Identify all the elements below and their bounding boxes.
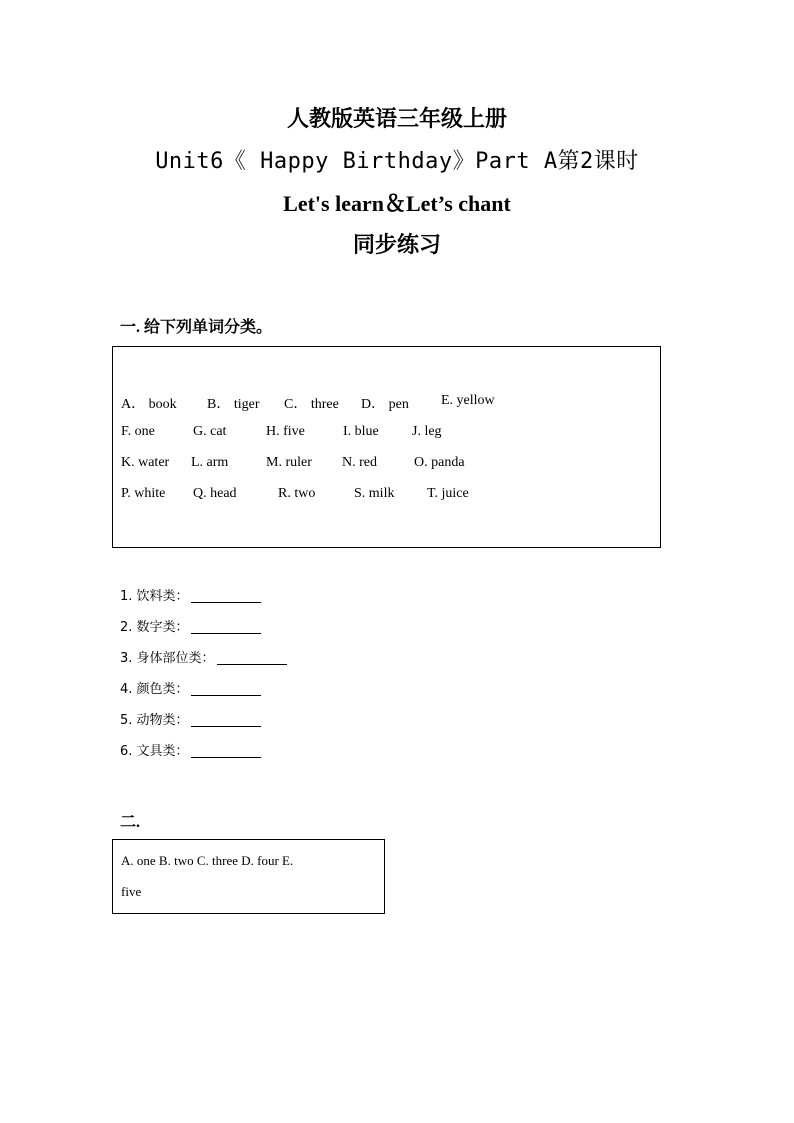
answer-blank[interactable] xyxy=(217,647,287,665)
word-option: R. two xyxy=(278,486,316,501)
word-option: J. leg xyxy=(412,424,442,439)
word-option: E. yellow xyxy=(441,393,495,408)
category-label: 4. 颜色类： xyxy=(120,682,189,697)
title-line-4: 同步练习 xyxy=(352,232,441,257)
category-item xyxy=(120,709,287,740)
answer-blank[interactable] xyxy=(191,616,261,634)
word-option: N. red xyxy=(342,455,377,470)
title-line-2: Unit6《 Happy Birthday》Part A第2课时 xyxy=(155,149,639,174)
word-option: D． pen xyxy=(361,397,409,412)
word-option: O. panda xyxy=(414,455,465,470)
word-option: M. ruler xyxy=(266,455,312,470)
category-label: 2. 数字类： xyxy=(120,620,189,635)
category-item xyxy=(120,647,287,678)
word-option: S. milk xyxy=(354,486,395,501)
word-option: I. blue xyxy=(343,424,379,439)
title-line-1: 人教版英语三年级上册 xyxy=(286,106,507,131)
category-item xyxy=(120,616,287,647)
category-label: 6. 文具类： xyxy=(120,744,189,759)
category-item xyxy=(120,678,287,709)
answer-blank[interactable] xyxy=(191,740,261,758)
word-bank-box xyxy=(112,346,661,548)
word-option: B． tiger xyxy=(207,397,260,412)
number-options-line-2: five xyxy=(121,884,142,899)
word-option: A． book xyxy=(121,397,177,412)
word-option: H. five xyxy=(266,424,305,439)
category-list xyxy=(120,585,287,771)
section-2-heading: 二. xyxy=(120,814,141,831)
category-label: 1. 饮料类： xyxy=(120,589,189,604)
number-word-box xyxy=(112,839,385,914)
category-item xyxy=(120,740,287,771)
word-option: C． three xyxy=(284,397,339,412)
word-option: L. arm xyxy=(191,455,229,470)
word-option: G. cat xyxy=(193,424,227,439)
word-option: P. white xyxy=(121,486,166,501)
section-1-heading: 一. 给下列单词分类。 xyxy=(120,319,273,336)
title-line-3: Let's learn＆Let’s chant xyxy=(283,191,511,216)
answer-blank[interactable] xyxy=(191,678,261,696)
number-options-line-1: A. one B. two C. three D. four E. xyxy=(121,853,294,868)
category-item xyxy=(120,585,287,616)
word-option: Q. head xyxy=(193,486,237,501)
word-option: T. juice xyxy=(427,486,469,501)
word-option: F. one xyxy=(121,424,155,439)
word-option: K. water xyxy=(121,455,170,470)
category-label: 5. 动物类： xyxy=(120,713,189,728)
answer-blank[interactable] xyxy=(191,585,261,603)
category-label: 3. 身体部位类： xyxy=(120,651,215,666)
answer-blank[interactable] xyxy=(191,709,261,727)
